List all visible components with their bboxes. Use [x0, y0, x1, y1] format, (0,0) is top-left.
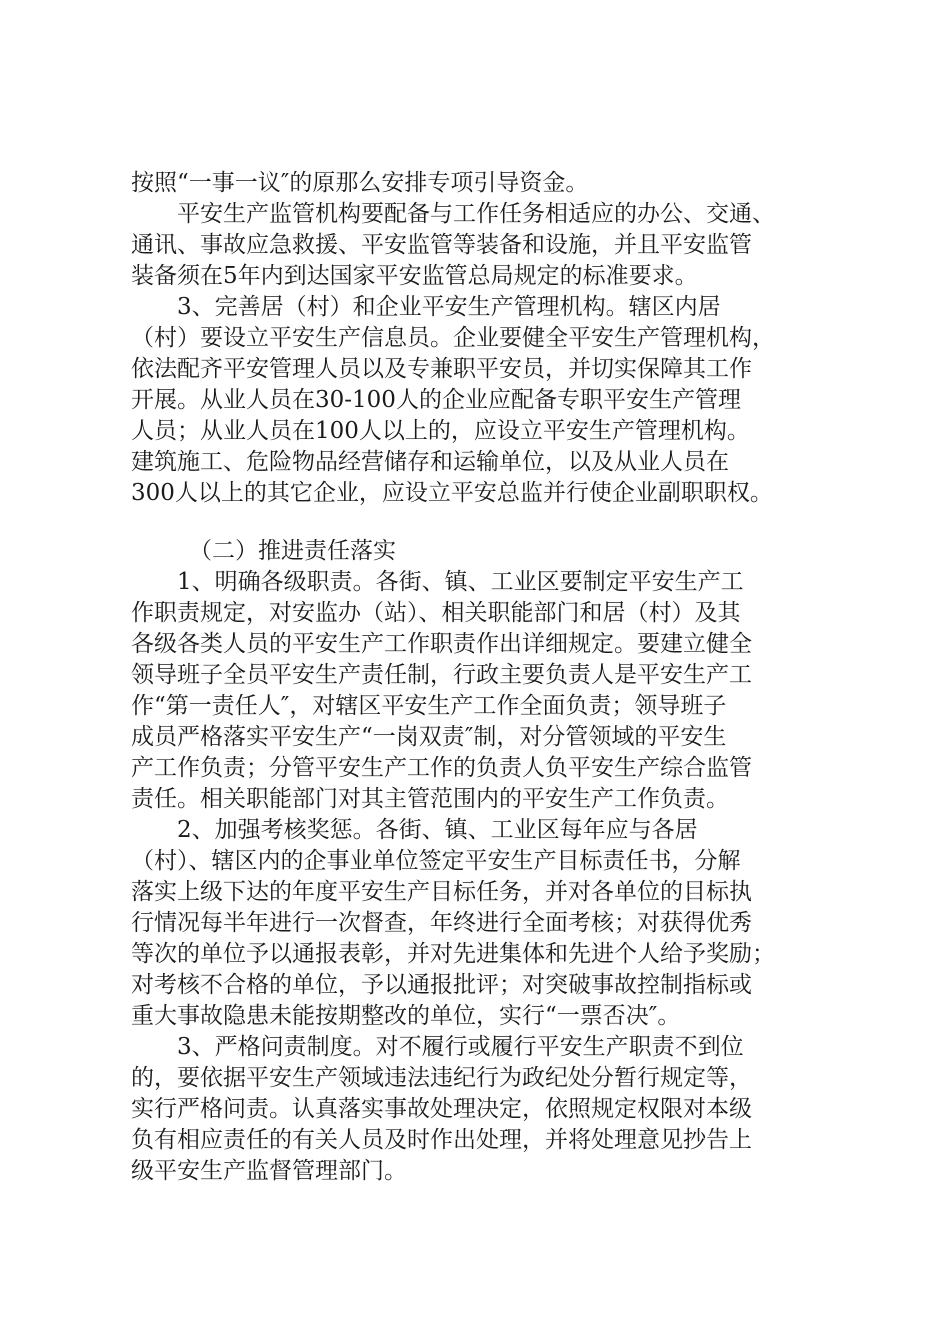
paragraph-item-2-assessment — [131, 815, 831, 1032]
text-line: 成员严格落实平安生产“一岗双责″制，对分管领域的平安生 — [131, 724, 727, 750]
text-line: 2、加强考核奖惩。各街、镇、工业区每年应与各居 — [177, 817, 698, 843]
text-line: 300人以上的其它企业，应设立平安总监并行使企业副职职权。 — [131, 480, 773, 506]
text-line: （村）要设立平安生产信息员。企业要健全平安生产管理机构， — [131, 325, 775, 351]
text-line: 装备须在5年内到达国家平安监管总局规定的标准要求。 — [131, 263, 698, 289]
text-line: 负有相应责任的有关人员及时作出处理，并将处理意见抄告上 — [131, 1127, 752, 1153]
text-line: 依法配齐平安管理人员以及专兼职平安员，并切实保障其工作 — [131, 356, 752, 382]
paragraph-funding — [131, 168, 831, 199]
section-heading — [131, 536, 831, 567]
paragraph-item-1-duties — [131, 567, 831, 815]
text-line: 通讯、事故应急救援、平安监管等装备和设施，并且平安监管 — [131, 232, 752, 258]
text-line: 人员；从业人员在100人以上的，应设立平安生产管理机构。 — [131, 418, 750, 444]
text-line: 行情况每半年进行一次督查，年终进行全面考核；对获得优秀 — [131, 910, 752, 936]
section-title: （二）推进责任落实 — [189, 538, 396, 564]
text-line: 按照“一事一议″的原那么安排专项引导资金。 — [131, 170, 589, 196]
paragraph-item-3-accountability — [131, 1032, 831, 1187]
text-line: 各级各类人员的平安生产工作职责作出详细规定。要建立健全 — [131, 631, 752, 657]
text-line: 等次的单位予以通报表彰，并对先进集体和先进个人给予奖励； — [131, 941, 775, 967]
section-spacer — [131, 509, 831, 536]
text-line: （村）、辖区内的企事业单位签定平安生产目标责任书，分解 — [131, 848, 741, 874]
text-line: 产工作负责；分管平安生产工作的负责人负平安生产综合监管 — [131, 755, 752, 781]
paragraph-equipment — [131, 199, 831, 292]
paragraph-item-3-organization — [131, 292, 831, 509]
text-line: 3、严格问责制度。对不履行或履行平安生产职责不到位 — [177, 1034, 744, 1060]
text-line: 作“第一责任人″，对辖区平安生产工作全面负责；领导班子 — [131, 693, 727, 719]
text-line: 落实上级下达的年度平安生产目标任务，并对各单位的目标执 — [131, 879, 752, 905]
text-line: 建筑施工、危险物品经营储存和运输单位，以及从业人员在 — [131, 449, 729, 475]
text-line: 作职责规定，对安监办（站）、相关职能部门和居（村）及其 — [131, 600, 741, 626]
text-line: 开展。从业人员在30-100人的企业应配备专职平安生产管理 — [131, 387, 741, 413]
text-line: 的，要依据平安生产领域违法违纪行为政纪处分暂行规定等， — [131, 1065, 752, 1091]
text-line: 重大事故隐患未能按期整改的单位，实行“一票否决″。 — [131, 1003, 681, 1029]
text-line: 责任。相关职能部门对其主管范围内的平安生产工作负责。 — [131, 786, 729, 812]
text-line: 领导班子全员平安生产责任制，行政主要负责人是平安生产工 — [131, 662, 752, 688]
text-line: 级平安生产监督管理部门。 — [131, 1158, 407, 1184]
text-line: 1、明确各级职责。各街、镇、工业区要制定平安生产工 — [177, 569, 744, 595]
document-body — [131, 168, 831, 1187]
text-line: 对考核不合格的单位，予以通报批评；对突破事故控制指标或 — [131, 972, 752, 998]
text-line: 3、完善居（村）和企业平安生产管理机构。辖区内居 — [177, 294, 721, 320]
text-line: 平安生产监管机构要配备与工作任务相适应的办公、交通、 — [177, 201, 775, 227]
text-line: 实行严格问责。认真落实事故处理决定，依照规定权限对本级 — [131, 1096, 752, 1122]
